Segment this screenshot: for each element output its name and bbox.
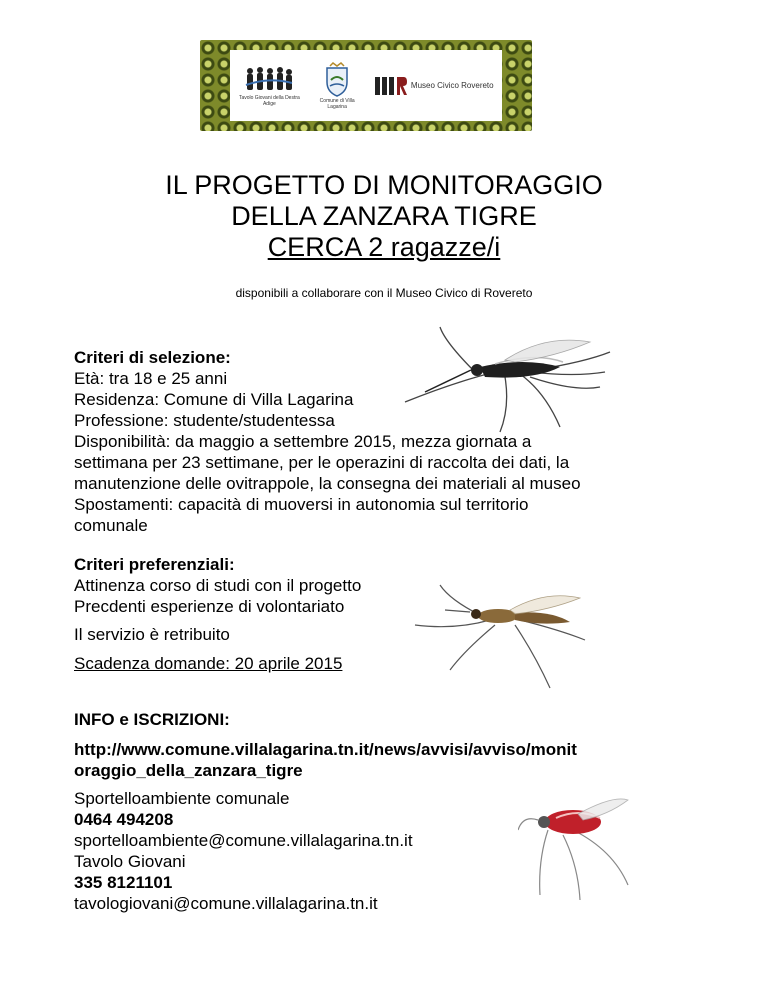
criteria-line: Professione: studente/studentessa [74, 411, 335, 430]
criteria-line: manutenzione delle ovitrappole, la consegna dei materiali al museo [74, 474, 581, 493]
criteria-line: Spostamenti: capacità di muoversi in autonomia sul territorio [74, 495, 529, 514]
comune-crest-logo [317, 62, 357, 110]
page-title [0, 170, 768, 263]
title-line-3: CERCA 2 ragazze/i [267, 232, 501, 262]
museum-mark-icon [374, 75, 408, 97]
mosquito-illustration-2 [410, 580, 590, 695]
people-group-icon [244, 65, 294, 95]
title-line-1: IL PROGETTO DI MONITORAGGIO [165, 170, 603, 200]
contacts [74, 788, 413, 914]
youth-name: Tavolo Giovani [74, 852, 186, 871]
criteria-line: Disponibilità: da maggio a settembre 2015, mezza giornata a [74, 432, 532, 451]
header-banner [200, 40, 532, 131]
url-line-1[interactable]: http://www.comune.villalagarina.tn.it/news/avvisi/avviso/monit [74, 740, 577, 759]
preferential-line: Precdenti esperienze di volontariato [74, 597, 345, 616]
criteria-line: Età: tra 18 e 25 anni [74, 369, 228, 388]
tavolo-giovani-logo [238, 65, 300, 107]
criteria-line: settimana per 23 settimane, per le operazini di raccolta dei dati, la [74, 453, 570, 472]
url-line-2[interactable]: oraggio_della_zanzara_tigre [74, 761, 303, 780]
office-email[interactable]: sportelloambiente@comune.villalagarina.tn.it [74, 831, 413, 850]
criteria-line: Residenza: Comune di Villa Lagarina [74, 390, 354, 409]
info-heading: INFO e ISCRIZIONI: [74, 710, 230, 729]
office-phone[interactable]: 0464 494208 [74, 810, 174, 829]
criteria-heading: Criteri di selezione: [74, 348, 231, 367]
info-url[interactable] [74, 739, 577, 781]
coat-of-arms-icon [322, 62, 352, 98]
mosquito-illustration-3 [518, 790, 638, 905]
logo1-caption: Tavolo Giovani della Destra Adige [238, 94, 300, 107]
paid-notice: Il servizio è retribuito [74, 625, 230, 644]
office-name: Sportelloambiente comunale [74, 789, 290, 808]
title-line-2: DELLA ZANZARA TIGRE [231, 201, 537, 231]
youth-phone[interactable]: 335 8121101 [74, 873, 173, 892]
criteria-line: comunale [74, 516, 148, 535]
deadline: Scadenza domande: 20 aprile 2015 [74, 654, 343, 673]
youth-email[interactable]: tavologiovani@comune.villalagarina.tn.it [74, 894, 378, 913]
preferential-line: Attinenza corso di studi con il progetto [74, 576, 362, 595]
preferential-heading: Criteri preferenziali: [74, 555, 235, 574]
logo2-caption: Comune di Villa Lagarina [319, 97, 355, 110]
selection-criteria [74, 347, 581, 536]
preferential-criteria [74, 554, 361, 617]
museo-civico-logo [374, 75, 494, 97]
logo3-caption: Museo Civico Rovereto [410, 81, 494, 90]
subtitle: disponibili a collaborare con il Museo Civico di Rovereto [235, 286, 533, 300]
logo-strip [230, 50, 502, 121]
